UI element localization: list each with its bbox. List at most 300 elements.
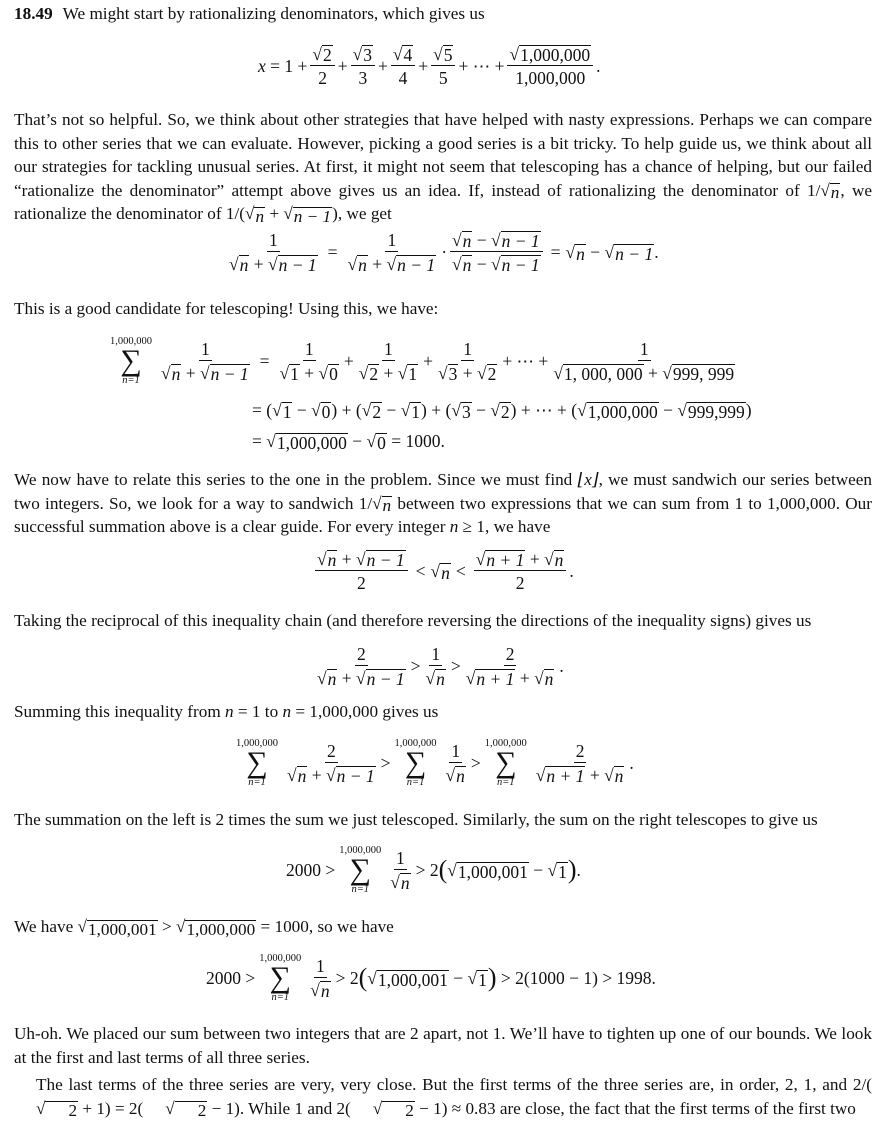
plus: + [383,363,394,383]
sigma-icon: ∑ [349,853,371,886]
plus: + [431,400,442,420]
radical-sign: √ [165,1098,175,1118]
radicand: n − 1 [366,669,405,689]
radicand: 3 [461,402,471,422]
radical-sign: √ [199,363,210,383]
radical-sign: √ [312,44,323,64]
lower-limit: n=1 [496,777,515,788]
plus: + [341,400,352,420]
fraction [424,644,448,688]
text: = 1000, so we have [256,917,394,936]
text: Taking the reciprocal of this inequality chain (and therefore reversing the directions of the inequality signs) gives us [14,611,812,630]
radical-sign: √ [311,400,321,420]
plus: + [648,363,658,383]
fraction [431,44,455,88]
radicand: 1 [558,861,567,882]
summation [339,845,381,895]
plus: + [519,668,530,688]
fraction [351,44,375,88]
radical-sign: √ [491,254,501,274]
radicand: 5 [443,45,453,65]
radical-sign: √ [677,400,687,420]
radicand: 1,000,001 [87,919,157,939]
equation-telescoping-row2: = ( √ 1 − √ 0 ) + ( √ 2 − √ 1 ) + ( √ 3 − √ 2 ) + ⋯ + ( √ 1,000,000 − √ 999,999 ) [252,400,752,422]
radicand: 1,000,000 [276,433,347,453]
eq-sign: = [252,431,262,451]
radical-sign: √ [352,44,363,64]
lead: 2000 > [206,967,256,988]
tail: > 2(1000 − 1) > 1998. [500,967,656,988]
plus: + [337,55,348,76]
denominator: 2 [318,68,327,88]
radical-sign: √ [361,400,372,420]
radicand: n + 1 [486,550,525,570]
radicand: n [255,206,265,226]
less-than: < [455,560,466,581]
ellipsis: + ⋯ + [458,55,505,76]
radicand: 1 [411,402,421,422]
minus: − [386,400,397,420]
text: Uh-oh. We placed our sum between two integers that are 2 apart, not 1. We’ll have to tighten up one of our bounds. We look at the first and last terms of all three series. [14,1024,872,1067]
radicand: n [462,231,472,251]
radicand: 2 [175,1101,208,1120]
sigma-icon: ∑ [246,746,268,779]
radical-sign: √ [451,400,461,420]
radical-sign: √ [577,400,587,420]
radicand: n [554,550,564,570]
text: That’s not so helpful. So, we think about other strategies that have helped with nasty expressions. Perhaps we can compare this to other series that we can evaluate. However, picking a good series is a bit tricky. To help guide us, we think about all our strategies for tackling unusual series. At first, it might not seem that telescoping has a chance of helping, but our failed “rationalize the denominator” attempt above gives us an idea. If, instead of rationalizing the denominator of [14,110,872,200]
radicand: 3 [363,45,372,65]
radical-sign: √ [229,254,239,274]
minus: − [533,859,544,880]
radical-sign: √ [820,180,830,200]
equation-reciprocal [312,644,564,688]
radicand: 1,000,001 [457,861,528,882]
radical-sign: √ [452,230,462,250]
radical-sign: √ [445,765,456,785]
eq-sign: = [259,350,270,371]
upper-limit: 1,000,000 [110,336,152,347]
period: . [629,752,634,773]
text: between two expressions that we can sum from 1 to 1,000,000. Our successful summation above is a clear guide. For every integer [14,493,872,536]
radicand: 2 [323,45,332,65]
radicand: 2 [487,364,497,384]
numerator: 1 [304,339,314,359]
math-inline: ⌊x⌋ [577,470,599,489]
denominator: 5 [438,68,448,88]
fraction [551,339,737,383]
text: Summing this inequality from [14,702,226,721]
numerator: 1 [387,230,397,250]
radicand: 1, 000, 000 [563,364,643,384]
text: , we must sandwich our series between two integers. So, we look for a way to sandwich [14,470,872,513]
radicand: n [544,669,554,689]
minus: − [590,241,601,262]
radicand: 0 [329,364,338,384]
lower-limit: n=1 [122,375,140,386]
upper-limit: 1,000,000 [259,953,302,964]
radicand: n − 1 [293,206,332,226]
plus: + [343,350,354,371]
numerator: 1 [431,644,441,664]
radical-sign: √ [317,549,327,569]
eq-sign: = [327,241,338,262]
numerator: 1 [200,339,210,359]
radical-sign: √ [467,967,478,988]
text: We have [14,917,78,936]
radical-sign: √ [392,44,403,64]
we-have-paragraph [14,915,872,939]
numerator: 1 [384,339,393,359]
numerator: 2 [575,741,585,761]
summation [485,738,527,788]
radicand: n [576,243,585,264]
summation [395,738,437,788]
denominator: 3 [358,68,368,88]
telescoping-paragraph [14,297,872,321]
minus: − [663,400,673,420]
math-inline: ) [332,204,338,223]
sigma-icon: ∑ [120,344,142,377]
radical-sign: √ [310,980,320,1000]
radical-sign: √ [465,668,476,688]
greater-than: > [470,752,481,773]
radicand: 1 [282,402,292,422]
equation-sandwich [312,549,574,593]
numerator: 1 [451,741,461,761]
result: = 1000. [391,431,445,451]
plus: + [589,765,600,785]
upper-limit: 1,000,000 [339,845,382,856]
radical-sign: √ [347,254,358,274]
numerator: 1 [639,339,649,359]
text: , we rationalize the denominator of [14,180,872,223]
summation [236,738,278,788]
radical-sign: √ [266,431,276,451]
radicand: 1 [408,364,418,384]
upper-limit: 1,000,000 [394,738,437,749]
radicand: 0 [377,433,386,453]
radicand: 1,000,000 [186,919,256,939]
radicand: n [358,255,367,275]
radical-sign: √ [604,241,615,262]
radical-sign: √ [279,363,290,383]
fraction [450,230,543,274]
ellipsis: + ⋯ + [502,350,549,371]
strategy-paragraph [14,108,872,226]
radicand: n [614,766,624,786]
fraction [444,741,468,785]
radicand: 1 [290,364,299,384]
intro-paragraph [14,2,872,26]
fraction [310,44,334,88]
fraction [507,44,593,88]
problem-number: 18.49 [14,4,53,23]
radical-sign: √ [447,859,457,880]
radicand: n [436,669,445,689]
radicand: 1,000,000 [587,402,658,422]
radicand: 1,000,000 [520,45,591,65]
fraction [315,549,408,593]
greater-than: > [450,655,461,676]
greater-than: > [157,917,176,936]
radical-sign: √ [452,254,462,274]
radical-sign: √ [176,917,186,936]
fraction [534,741,627,785]
summation [259,953,301,1003]
lower-limit: n=1 [271,992,290,1003]
radical-sign: √ [386,254,397,274]
minus: − [296,400,307,420]
radicand: n − 1 [278,255,317,275]
radicand: n − 1 [501,231,540,251]
greater-than-two: > 2 [335,967,359,988]
radical-sign: √ [565,241,576,262]
period: . [559,655,564,676]
plus: + [265,204,284,223]
radical-sign: √ [317,668,327,688]
equation-telescoping-sum [106,336,740,386]
text: The last terms of the three series are very, very close. But the first terms of the three series are, in order, 2, 1, and 2/( [36,1075,872,1094]
fraction [388,848,412,892]
radicand: n [382,496,392,515]
upper-limit: 1,000,000 [484,738,527,749]
radical-sign: √ [476,363,487,383]
radical-sign: √ [604,765,614,785]
radicand: 1 [478,969,487,990]
denominator: 1,000,000 [515,68,586,88]
eq-sign: = [550,241,561,262]
radical-sign: √ [437,363,448,383]
eq-sign: = 1 + [270,55,308,76]
radical-sign: √ [425,668,436,688]
upper-limit: 1,000,000 [236,738,278,749]
plus: + [341,668,352,688]
equation-bounds-1: 2000 > 1,000,000 ∑ n=1 1 √ n > 2 ( √ 1,000,001 − √ 1 ) . [286,845,581,895]
text: We now have to relate this series to the one in the problem. Since we must find [14,470,578,489]
radical-sign: √ [355,549,366,569]
radical-sign: √ [547,859,558,880]
radical-sign: √ [272,400,282,420]
fraction [474,549,567,593]
numerator: 2 [505,644,515,664]
radicand: 999,999 [687,402,745,422]
fraction [278,339,341,383]
text: − 1) ≈ 0.83 are close, the fact that the first terms of the first two [414,1098,856,1118]
ellipsis: + ⋯ + [520,400,567,420]
equation-telescoping-result [252,431,445,452]
radicand: n + 1 [546,766,585,786]
fraction [227,230,320,274]
radicand: 2 [500,402,510,422]
radical-sign: √ [491,230,501,250]
uh-oh-paragraph [14,1022,872,1069]
radical-sign: √ [662,363,672,383]
radical-sign: √ [77,917,87,936]
lower-limit: n=1 [406,777,425,788]
math-inline: n [225,702,234,721]
radicand: 2 [372,402,382,422]
plus: + [529,549,540,569]
radicand: n + 1 [476,669,515,689]
equation-x-expansion [258,44,600,88]
radical-sign: √ [400,400,411,420]
plus: + [304,363,315,383]
radicand: n [462,255,472,275]
left-sum-paragraph [14,808,872,832]
radicand: 4 [403,45,413,65]
radicand: n [830,183,840,202]
radical-sign: √ [544,549,554,569]
summation [110,336,152,386]
math-inline: 1/ [806,180,821,200]
equation-summed-inequality [232,738,634,788]
radicand: n − 1 [397,255,436,275]
intro-text: We might start by rationalizing denominators, which gives us [62,4,485,23]
period: . [569,560,574,581]
text: + 1) = 2( [78,1098,144,1118]
text: , we get [337,204,392,223]
radicand: 999, 999 [672,364,735,384]
radical-sign: √ [509,44,520,64]
radicand: n [441,562,450,583]
fraction [308,956,332,1000]
radicand: n − 1 [210,364,249,384]
radical-sign: √ [318,363,329,383]
numerator: 1 [396,848,405,868]
fraction [346,230,439,274]
radicand: n [171,364,181,384]
reciprocal-paragraph [14,609,872,633]
fraction [436,339,499,383]
radicand: n − 1 [615,243,654,264]
minus: − [476,400,486,420]
radicand: n [320,981,330,1001]
radical-sign: √ [325,765,336,785]
radicand: n [297,766,307,786]
radical-sign: √ [267,254,278,274]
radical-sign: √ [535,765,546,785]
less-than: < [415,560,426,581]
radical-sign: √ [372,1098,383,1118]
radicand: n − 1 [336,766,375,786]
plus: + [372,254,383,274]
radical-sign: √ [283,204,293,223]
radical-sign: √ [475,549,486,569]
text: ≥ 1, we have [458,517,551,536]
plus: + [462,363,473,383]
plus: + [418,55,429,76]
radicand: n [327,669,337,689]
numerator: 2 [356,644,366,664]
denominator: 4 [398,68,408,88]
fraction [315,644,408,688]
greater-than-two: > 2 [415,859,439,880]
text: − 1). While 1 and 2( [207,1098,351,1118]
sigma-icon: ∑ [404,746,427,779]
radicand: 1,000,001 [377,969,448,990]
math-inline: n [449,517,459,536]
numerator: 2 [326,741,336,761]
math-inline: n [282,702,292,721]
period: . [654,241,659,262]
radicand: n [327,550,337,570]
fraction [357,339,420,383]
greater-than: > [380,752,391,773]
equation-bounds-2: 2000 > 1,000,000 ∑ n=1 1 √ n > 2 ( √ 1,000,001 − √ 1 ) > 2(1000 − 1) > 1998. [206,953,656,1003]
fraction [464,644,557,688]
radicand: 2 [369,364,379,384]
plus: + [185,363,196,383]
radical-sign: √ [366,431,377,451]
radical-sign: √ [433,44,443,64]
fraction [391,44,415,88]
radical-sign: √ [355,668,366,688]
lower-limit: n=1 [351,884,370,895]
summing-paragraph [14,700,872,724]
var-x: x [258,55,266,76]
radicand: 2 [382,1101,415,1120]
radical-sign: √ [430,560,441,581]
radicand: n [239,255,249,275]
plus: + [253,254,264,274]
radical-sign: √ [287,765,297,785]
times-dot: · [441,241,448,262]
minus: − [352,431,363,451]
radical-sign: √ [245,204,255,223]
sigma-icon: ∑ [269,961,291,994]
radical-sign: √ [161,363,171,383]
radicand: n − 1 [501,255,540,275]
lead: 2000 > [286,859,336,880]
radical-sign: √ [397,363,408,383]
denominator: 2 [356,573,366,593]
text: The summation on the left is 2 times the sum we just telescoped. Similarly, the sum on the right telescopes to give us [14,810,818,829]
radical-sign: √ [534,668,544,688]
numerator: 1 [316,956,325,976]
plus: + [341,549,352,569]
text: = 1 to [233,702,283,721]
text: This is a good candidate for telescoping! Using this, we have: [14,299,439,318]
minus: − [453,967,464,988]
last-terms-paragraph [14,1073,872,1125]
radical-sign: √ [358,363,369,383]
plus: + [423,350,433,371]
period: . [576,859,581,880]
radical-sign: √ [372,493,382,513]
denominator: 2 [515,573,525,593]
radicand: 0 [321,402,331,422]
plus: + [378,55,388,76]
equation-rationalize [224,230,659,274]
sigma-icon: ∑ [495,746,517,779]
math-inline: 1/( [225,204,245,223]
radicand: n − 1 [366,550,405,570]
radicand: 3 [448,364,458,384]
radical-sign: √ [553,363,563,383]
sandwich-paragraph [14,468,872,539]
lower-limit: n=1 [248,777,266,788]
minus: − [476,230,487,250]
numerator: 1 [268,230,278,250]
radicand: n [456,766,465,786]
text: = 1,000,000 gives us [291,702,439,721]
radical-sign: √ [36,1098,46,1118]
minus: − [476,254,487,274]
eq-sign: = [252,400,262,420]
radicand: n [400,873,410,893]
radicand: 2 [45,1101,78,1120]
